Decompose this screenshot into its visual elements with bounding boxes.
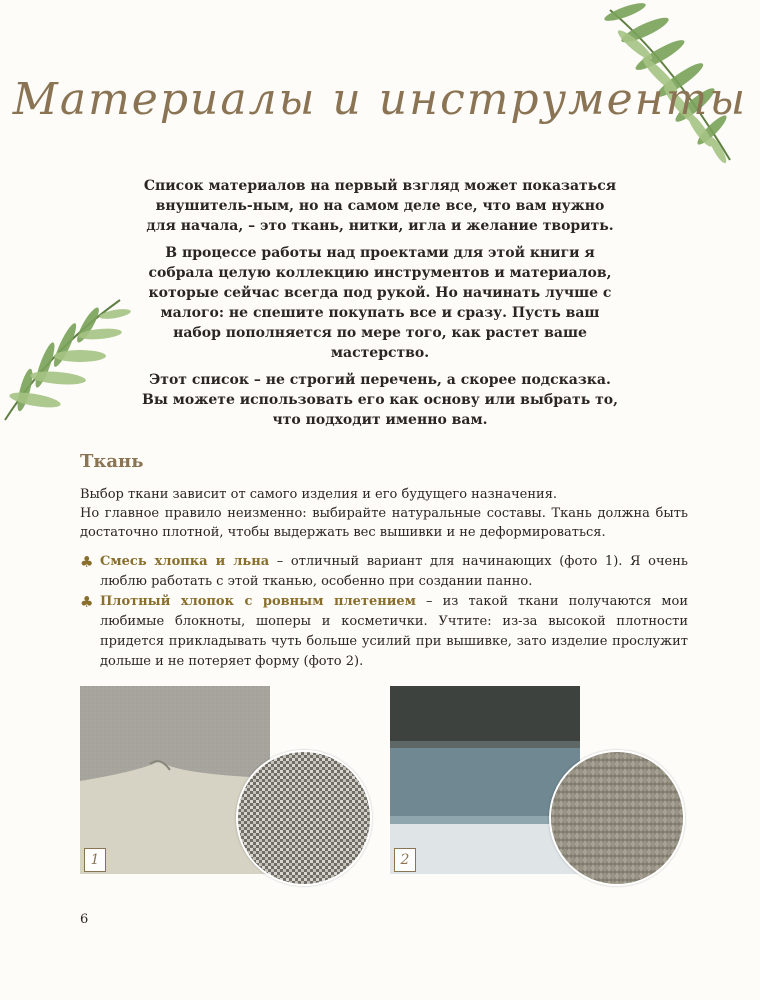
bullet-text: – из такой ткани получаются мои любимые блокноты, шоперы и косметички. Учтите: из-за высокой плотности придется прикладывать чуть больше усилий при вышивке, зато изделие прослужит дольше и не потеряет форму (фото 2). [100,594,689,669]
bullet-item [80,592,688,672]
body-paragraph: Выбор ткани зависит от самого изделия и его будущего назначения. [80,487,558,502]
fabric-photo-2 [390,686,580,874]
club-bullet-icon: ♣ [80,553,94,571]
intro-paragraph: Этот список – не строгий перечень, а скорее подсказка. Вы можете использовать его как основу или выбрать то, что подходит именно вам. [141,372,618,428]
body-text [80,485,688,542]
bullet-item [80,552,688,592]
photo-number-badge: 2 [394,848,416,872]
fern-left-illustration [0,290,150,430]
bullet-lead: Плотный хлопок с ровным плетением [100,594,416,609]
page-number: 6 [80,912,89,927]
bullet-lead: Смесь хлопка и льна [100,554,270,569]
bullet-list [80,552,688,672]
intro-paragraph: Список материалов на первый взгляд может показаться внушитель-ным, но на самом деле все, что вам нужно для начала, – это ткань, нитки, игла и желание творить. [143,178,617,234]
bullet-text: – отличный вариант для начинающих (фото 1). Я очень люблю работать с этой тканью, особенно при создании панно. [100,554,688,589]
fabric-closeup-1 [236,750,372,886]
body-paragraph: Но главное правило неизменно: выбирайте натуральные составы. Ткань должна быть достаточно плотной, чтобы выдержать вес вышивки и не деформироваться. [80,506,688,540]
fabric-closeup-2 [549,750,685,886]
club-bullet-icon: ♣ [80,593,94,611]
intro-text [140,176,620,437]
page-title: Материалы и инструменты [12,74,748,125]
section-heading: Ткань [80,451,144,472]
photo-number-badge: 1 [84,848,106,872]
intro-paragraph: В процессе работы над проектами для этой книги я собрала целую коллекцию инструментов и материалов, которые сейчас всегда под рукой. Но начинать лучше с малого: не спешите покупать все и сразу. Пусть ваш набор пополняется по мере того, как растет ваше мастерство. [148,245,612,361]
